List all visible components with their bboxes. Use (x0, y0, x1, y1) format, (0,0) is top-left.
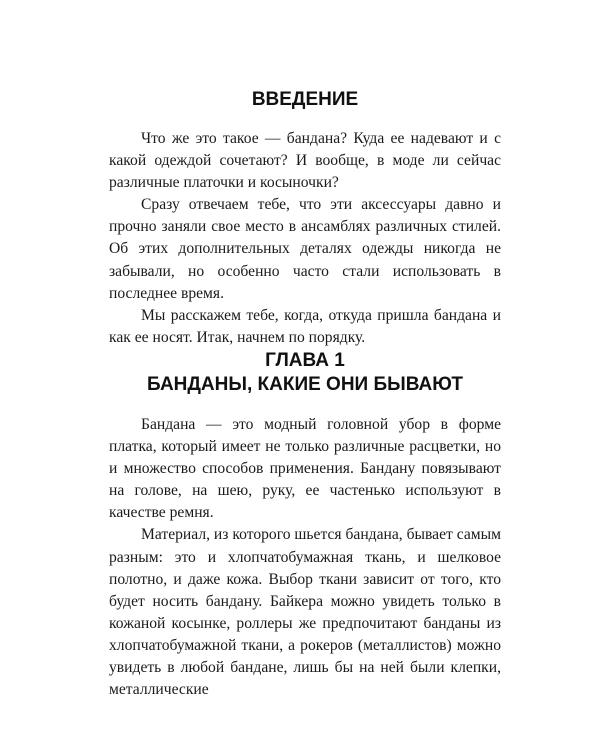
intro-paragraph-3: Мы расскажем тебе, когда, откуда пришла бандана и как ее носят. Итак, начнем по порядку. (109, 306, 501, 346)
chapter-heading (109, 349, 501, 396)
intro-paragraph-1: Что же это такое — бандана? Куда ее надевают и с какой одеждой сочетают? И вообще, в моде ли сейчас различные платочки и косыночки? (109, 130, 501, 192)
chapter-paragraph-1: Бандана — это модный головной убор в форме платка, который имеет не только различные расцветки, но и множество способов применения. Бандану повязывают на голове, на шею, руку, ее частенько используют в качестве ремня. (109, 416, 501, 522)
intro-paragraph-2: Сразу отвечаем тебе, что эти аксессуары давно и прочно заняли свое место в ансамблях различных стилей. Об этих дополнительных деталях одежды никогда не забывали, но особенно часто стали использовать в последнее время. (109, 196, 501, 302)
intro-heading: ВВЕДЕНИЕ (251, 89, 359, 110)
chapter-number: ГЛАВА 1 (265, 350, 345, 371)
intro-text (109, 128, 501, 349)
chapter-text (109, 414, 501, 701)
chapter-title: БАНДАНЫ, КАКИЕ ОНИ БЫВАЮТ (147, 373, 463, 395)
chapter-paragraph-2: Материал, из которого шьется бандана, бывает самым разным: это и хлопчатобумажная ткань, и шелковое полотно, и даже кожа. Выбор ткани зависит от того, кто будет носить бандану. Байкера можно увидеть только в кожаной косынке, роллеры же предпочитают банданы из хлопчатобумажной ткани, а рокеров (металлистов) можно увидеть в любой бандане, лишь бы на ней были клепки, металлические (109, 526, 501, 699)
